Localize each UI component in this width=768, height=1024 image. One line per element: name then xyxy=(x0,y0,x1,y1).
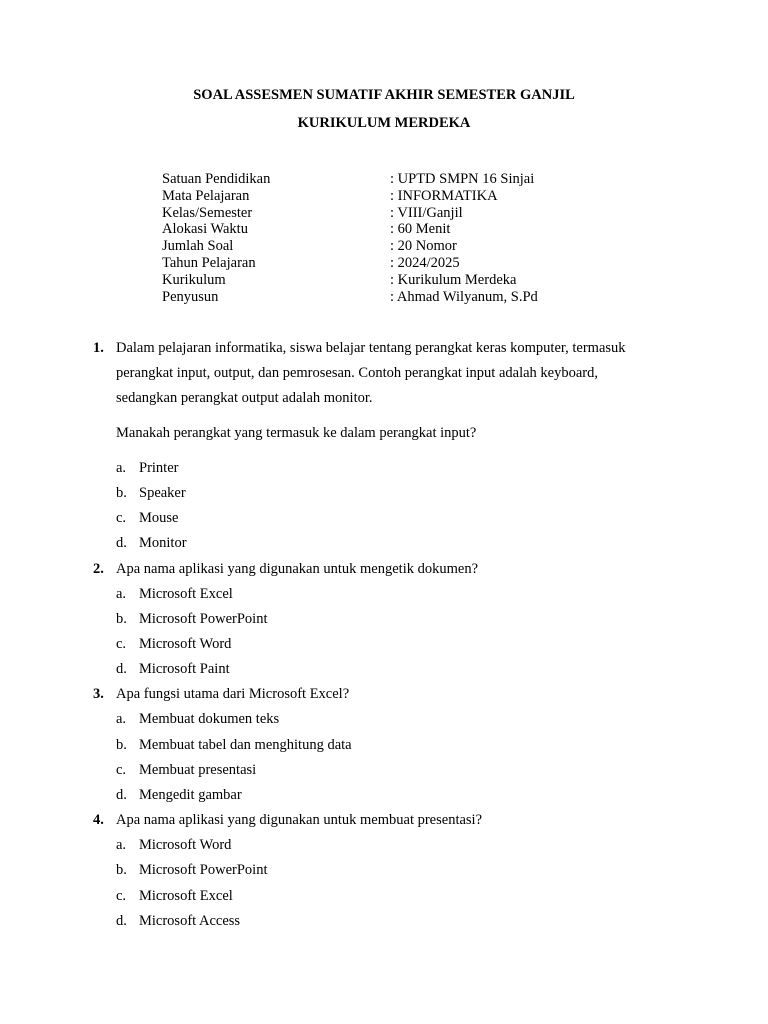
question-number: 3. xyxy=(93,686,104,702)
question-prompt: Manakah perangkat yang termasuk ke dalam perangkat input? xyxy=(116,425,477,441)
option-text: Microsoft Word xyxy=(139,636,232,652)
option-text: Monitor xyxy=(139,535,187,551)
question-text: Apa nama aplikasi yang digunakan untuk membuat presentasi? xyxy=(116,812,483,828)
option-letter: b. xyxy=(116,737,127,753)
option-text: Microsoft PowerPoint xyxy=(139,862,268,878)
option-text: Microsoft PowerPoint xyxy=(139,611,268,627)
option-letter: a. xyxy=(116,837,127,853)
option-letter: d. xyxy=(116,661,127,677)
info-value: : INFORMATIKA xyxy=(390,188,498,204)
option-letter: c. xyxy=(116,762,127,778)
option-letter: b. xyxy=(116,611,127,627)
info-value: : 20 Nomor xyxy=(390,238,457,254)
info-value: : UPTD SMPN 16 Sinjai xyxy=(390,171,535,187)
info-label: Kurikulum xyxy=(162,272,226,288)
option-letter: c. xyxy=(116,636,127,652)
question-text: perangkat input, output, dan pemrosesan. Contoh perangkat input adalah keyboard, xyxy=(116,365,598,381)
option-text: Mouse xyxy=(139,510,179,526)
info-label: Kelas/Semester xyxy=(162,205,253,221)
option-letter: c. xyxy=(116,510,127,526)
option-text: Mengedit gambar xyxy=(139,787,242,803)
question-text: Apa fungsi utama dari Microsoft Excel? xyxy=(116,686,350,702)
info-label: Jumlah Soal xyxy=(162,238,234,254)
option-letter: a. xyxy=(116,711,127,727)
document-subtitle: KURIKULUM MERDEKA xyxy=(297,115,471,131)
option-letter: d. xyxy=(116,913,127,929)
option-letter: b. xyxy=(116,485,127,501)
option-text: Membuat tabel dan menghitung data xyxy=(139,737,352,753)
info-label: Tahun Pelajaran xyxy=(162,255,256,271)
option-text: Microsoft Word xyxy=(139,837,232,853)
info-label: Mata Pelajaran xyxy=(162,188,250,204)
question-number: 1. xyxy=(93,340,104,356)
question-text: Dalam pelajaran informatika, siswa belajar tentang perangkat keras komputer, termasuk xyxy=(116,340,626,356)
option-letter: a. xyxy=(116,460,127,476)
option-text: Microsoft Paint xyxy=(139,661,230,677)
document-title: SOAL ASSESMEN SUMATIF AKHIR SEMESTER GANJIL xyxy=(193,87,575,103)
option-letter: d. xyxy=(116,787,127,803)
option-text: Speaker xyxy=(139,485,186,501)
option-letter: a. xyxy=(116,586,127,602)
info-value: : Kurikulum Merdeka xyxy=(390,272,517,288)
info-label: Alokasi Waktu xyxy=(162,221,248,237)
option-text: Printer xyxy=(139,460,179,476)
info-label: Satuan Pendidikan xyxy=(162,171,271,187)
info-value: : 60 Menit xyxy=(390,221,451,237)
info-label: Penyusun xyxy=(162,289,219,305)
option-text: Microsoft Access xyxy=(139,913,241,929)
option-text: Microsoft Excel xyxy=(139,888,233,904)
info-value: : VIII/Ganjil xyxy=(390,205,463,221)
option-text: Microsoft Excel xyxy=(139,586,233,602)
question-number: 4. xyxy=(93,812,104,828)
option-text: Membuat dokumen teks xyxy=(139,711,280,727)
info-value: : 2024/2025 xyxy=(390,255,460,271)
info-value: : Ahmad Wilyanum, S.Pd xyxy=(390,289,538,305)
question-text: sedangkan perangkat output adalah monitor. xyxy=(116,390,373,406)
option-text: Membuat presentasi xyxy=(139,762,257,778)
option-letter: d. xyxy=(116,535,127,551)
option-letter: c. xyxy=(116,888,127,904)
option-letter: b. xyxy=(116,862,127,878)
question-text: Apa nama aplikasi yang digunakan untuk mengetik dokumen? xyxy=(116,561,479,577)
question-number: 2. xyxy=(93,561,104,577)
